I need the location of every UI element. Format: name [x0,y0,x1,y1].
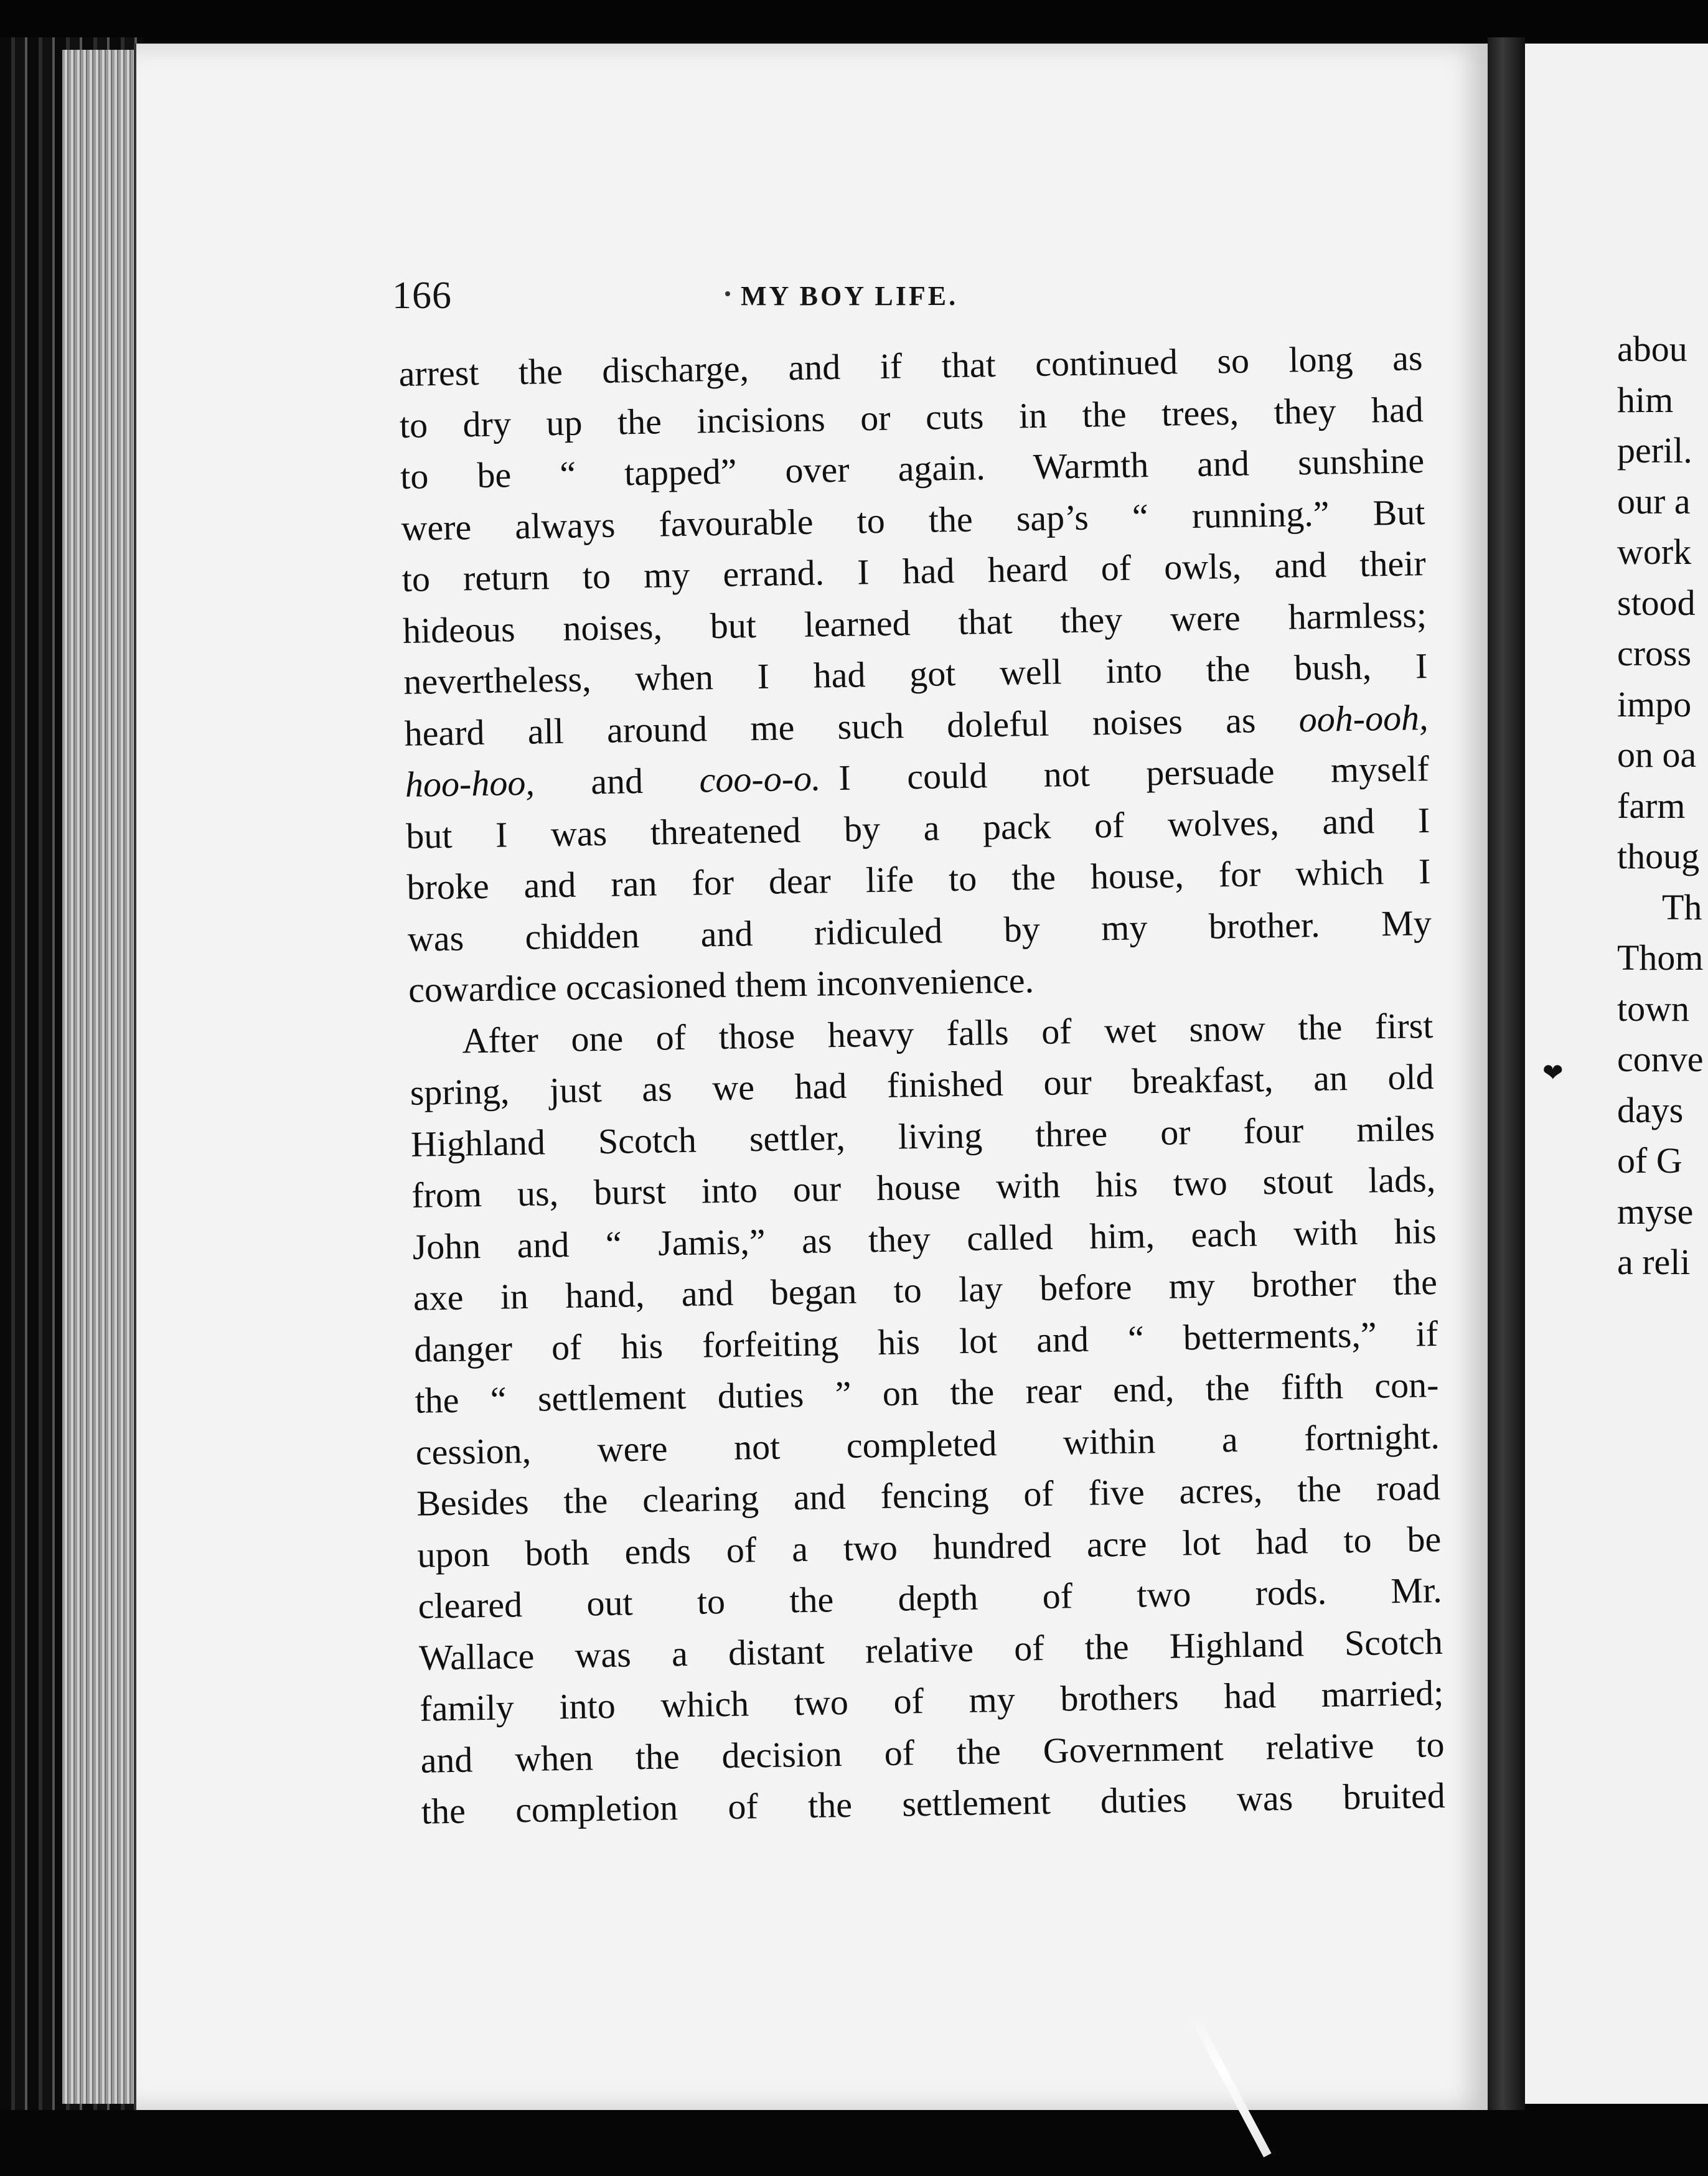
fragment-line: him [1617,379,1674,420]
page-edges [62,50,137,2104]
text-segment-italic: coo-o-o. [699,757,821,800]
text-line: but I was threatened by a pack of wolves, and I [405,799,1430,856]
text-line: broke and ran for dear life to the house, for which I [406,851,1431,907]
fragment-line: days [1617,1089,1684,1130]
text-line: upon both ends of a two hundred acre lot had to be [416,1518,1442,1575]
fragment-line: work [1617,532,1692,572]
text-line: to be “ tapped” over again. Warmth and sunshine [400,440,1425,497]
fragment-line: stood [1617,582,1696,623]
fragment-line: town [1617,988,1689,1029]
text-segment: I could not persuade myself [838,748,1430,798]
fragment-line: farm [1617,785,1686,826]
fragment-line: of G [1617,1140,1682,1181]
fragment-line: cross [1617,633,1692,673]
fragment-line: thoug [1617,836,1700,876]
bottom-border [0,2110,1708,2176]
text-line: danger of his forfeiting his lot and “ betterments,” if [413,1313,1438,1370]
text-line: was chidden and ridiculed by my brother. My [407,902,1432,959]
ink-blot-icon: ❤ [1542,1059,1564,1087]
text-line: John and “ Jamis,” as they called him, each with his [412,1210,1437,1267]
text-line: Wallace was a distant relative of the Highland Scotch [418,1621,1443,1678]
fragment-line: a reli [1617,1242,1691,1282]
fragment-line: myse [1617,1191,1694,1232]
text-line: cession, were not completed within a fortnight. [415,1415,1440,1473]
text-line: the completion of the settlement duties was bruited [421,1775,1446,1832]
text-segment-italic: hoo-hoo, [405,762,535,805]
text-line: were always favourable to the sap’s “ running.” But [401,491,1425,548]
text-line: to dry up the incisions or cuts in the trees, they had [399,388,1424,446]
text-line: arrest the discharge, and if that continued so long as [398,337,1423,394]
text-line: hideous noises, but learned that they were harmless; [402,594,1427,651]
fragment-line: Thom [1617,937,1704,978]
text-segment: and [534,759,700,803]
text-line: Besides the clearing and fencing of five acres, the road [416,1466,1441,1524]
fragment-line: Th [1662,886,1702,927]
text-line: cowardice occasioned them inconvenience. [408,960,1035,1010]
right-page-text [1617,324,1704,1288]
body-text [398,332,1445,1837]
fragment-line: impo [1617,683,1692,725]
text-line: nevertheless, when I had got well into the bush, I [403,645,1428,702]
text-segment: heard all around me such doleful noises as [404,698,1300,754]
text-line: family into which two of my brothers had married; [419,1672,1444,1729]
book-gutter [1488,37,1525,2116]
page-number: 166 [392,274,452,317]
fragment-line: peril. [1617,430,1692,471]
text-line: from us, burst into our house with his two stout lads, [411,1158,1436,1216]
text-line: and when the decision of the Government relative to [420,1723,1445,1781]
page-header [392,274,1438,330]
text-line: to return to my errand. I had heard of owls, and their [401,543,1427,599]
text-line: the “ settlement duties ” on the rear end, the fifth con- [415,1364,1439,1421]
fragment-line: our a [1617,481,1691,522]
text-line: Highland Scotch settler, living three or four miles [410,1107,1435,1165]
running-title: MY BOY LIFE. [741,281,959,311]
text-line: axe in hand, and began to lay before my brother the [413,1261,1438,1318]
text-line: cleared out to the depth of two rods. Mr. [418,1569,1443,1626]
text-segment-italic: ooh-ooh, [1298,696,1429,739]
text-line: After one of those heavy falls of wet snow the first [461,1005,1434,1061]
header-dot [725,291,730,296]
fragment-line: abou [1617,329,1687,369]
fragment-line: conve [1617,1039,1704,1079]
text-line: spring, just as we had finished our breakfast, an old [410,1056,1435,1113]
fragment-line: on oa [1617,734,1697,775]
